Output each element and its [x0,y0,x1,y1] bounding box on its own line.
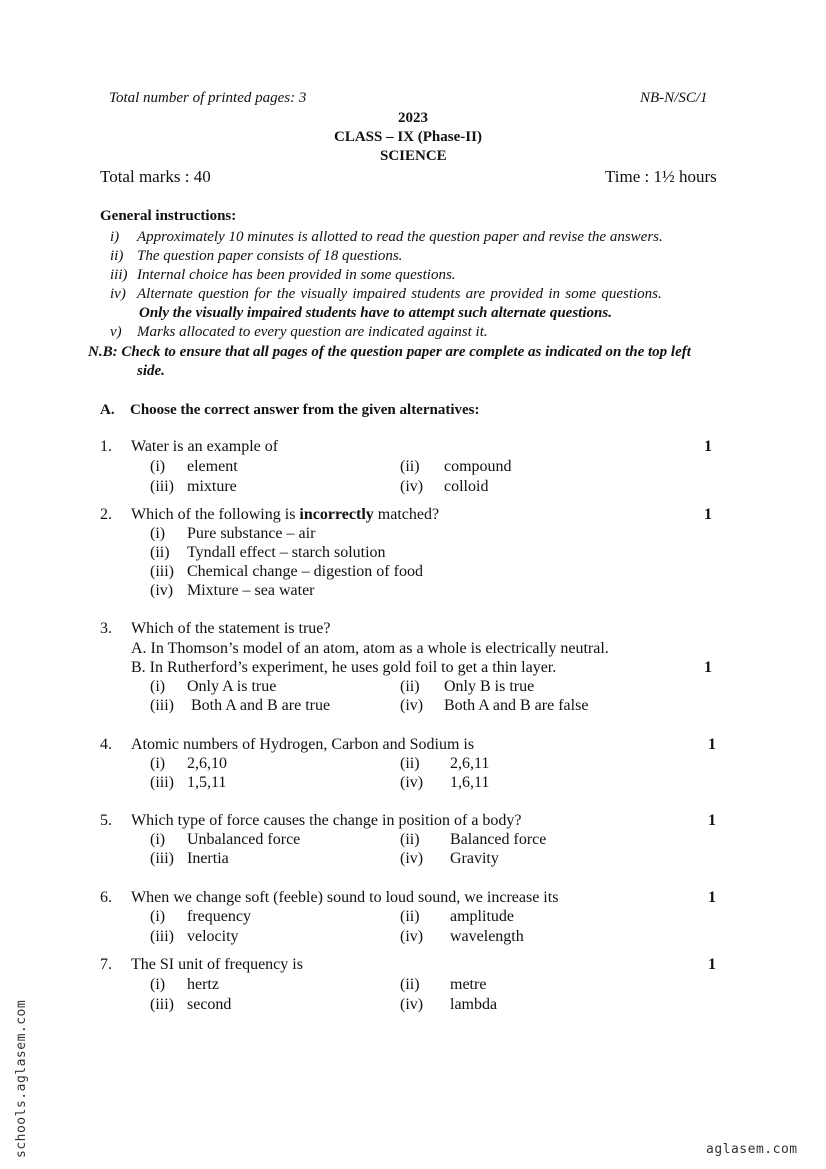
option-text: Both A and B are false [444,697,589,714]
instruction-text: Approximately 10 minutes is allotted to read the question paper and revise the answers. [137,229,663,245]
question-marks: 1 [708,956,716,973]
instruction-num: v) [110,324,122,340]
option-text: Inertia [187,850,229,867]
option-number: (ii) [400,908,420,925]
option-number: (ii) [400,831,420,848]
total-marks: Total marks : 40 [100,167,211,186]
subject-title: SCIENCE [380,148,447,164]
option-number: (iii) [150,563,174,580]
option-number: (iv) [400,928,424,945]
option-text: Only A is true [187,678,277,695]
option-number: (ii) [400,976,420,993]
question-text: The SI unit of frequency is [131,956,303,973]
side-watermark: schools.aglasem.com [14,999,29,1158]
section-label: A. [100,402,115,418]
instruction-num: i) [110,229,120,245]
option-text: frequency [187,908,251,925]
option-text: Mixture – sea water [187,582,315,599]
question-marks: 1 [708,889,716,906]
question-marks: 1 [704,506,712,523]
class-title: CLASS – IX (Phase-II) [334,129,482,145]
question-text: Which type of force causes the change in position of a body? [131,812,522,829]
section-title: Choose the correct answer from the given alternatives: [130,402,480,418]
option-number: (i) [150,678,166,695]
option-text: Unbalanced force [187,831,301,848]
option-text: amplitude [450,908,514,925]
option-number: (i) [150,458,166,475]
option-number: (iv) [150,582,174,599]
question-number: 2. [100,506,112,523]
instructions-heading: General instructions: [100,208,237,224]
option-number: (i) [150,908,166,925]
option-number: (iv) [400,774,424,791]
option-number: (ii) [400,678,420,695]
question-number: 4. [100,736,112,753]
question-number: 5. [100,812,112,829]
question-number: 6. [100,889,112,906]
option-text: compound [444,458,512,475]
instruction-num: iv) [110,286,126,302]
question-text-emphasis: incorrectly [299,506,374,523]
option-text: hertz [187,976,219,993]
option-text: second [187,996,232,1013]
option-number: (iii) [150,774,174,791]
nb-note: N.B: Check to ensure that all pages of the question paper are complete as indicated on the top left [88,344,691,360]
instruction-num: ii) [110,248,124,264]
option-text: lambda [450,996,498,1013]
option-number: (iii) [150,697,174,714]
option-text: 1,5,11 [187,774,227,791]
exam-year: 2023 [398,110,428,126]
question-text: Atomic numbers of Hydrogen, Carbon and Sodium is [131,736,475,753]
instruction-text: Marks allocated to every question are indicated against it. [137,324,488,340]
question-marks: 1 [704,659,712,676]
option-text: Pure substance – air [187,525,316,542]
option-number: (iv) [400,478,424,495]
footer-watermark: aglasem.com [706,1142,798,1157]
option-text: 2,6,10 [187,755,227,772]
question-marks: 1 [708,812,716,829]
option-number: (ii) [400,755,420,772]
option-number: (i) [150,755,166,772]
option-text: wavelength [450,928,524,945]
statement-b: B. In Rutherford’s experiment, he uses gold foil to get a thin layer. [131,659,557,676]
option-text: element [187,458,238,475]
option-number: (iv) [400,850,424,867]
question-text: When we change soft (feeble) sound to loud sound, we increase its [131,889,559,906]
option-text: 2,6,11 [450,755,490,772]
option-text: mixture [187,478,237,495]
instruction-num: iii) [110,267,128,283]
option-number: (iii) [150,928,174,945]
instruction-text: The question paper consists of 18 questions. [137,248,403,264]
printed-pages-note: Total number of printed pages: 3 [109,90,307,106]
paper-code: NB-N/SC/1 [640,90,708,106]
instruction-text-bold: Only the visually impaired students have to attempt such alternate questions. [139,305,612,321]
option-number: (iv) [400,996,424,1013]
question-number: 3. [100,620,112,637]
question-text [131,506,439,524]
option-text: velocity [187,928,239,945]
option-text: 1,6,11 [450,774,490,791]
question-text-part: matched? [373,506,440,523]
option-number: (iii) [150,996,174,1013]
question-text: Which of the statement is true? [131,620,331,637]
question-text-part: Which of the following is [131,506,300,523]
option-number: (iv) [400,697,424,714]
nb-note-cont: side. [137,363,165,379]
question-number: 1. [100,438,112,455]
instruction-text: Internal choice has been provided in some questions. [137,267,456,283]
question-text: Water is an example of [131,438,279,455]
question-number: 7. [100,956,112,973]
option-number: (iii) [150,478,174,495]
question-marks: 1 [708,736,716,753]
option-text: Gravity [450,850,499,867]
question-marks: 1 [704,438,712,455]
time-allowed: Time : 1½ hours [605,167,717,186]
option-number: (ii) [150,544,170,561]
option-text: metre [450,976,487,993]
option-number: (i) [150,976,166,993]
option-text: colloid [444,478,489,495]
option-number: (i) [150,525,166,542]
instruction-text: Alternate question for the visually impaired students are provided in some questions. [137,286,662,302]
option-text: Balanced force [450,831,547,848]
option-text: Both A and B are true [191,697,331,714]
option-text: Tyndall effect – starch solution [187,544,386,561]
option-number: (ii) [400,458,420,475]
statement-a: A. In Thomson’s model of an atom, atom as a whole is electrically neutral. [131,640,609,657]
option-number: (i) [150,831,166,848]
option-number: (iii) [150,850,174,867]
option-text: Only B is true [444,678,535,695]
option-text: Chemical change – digestion of food [187,563,423,580]
